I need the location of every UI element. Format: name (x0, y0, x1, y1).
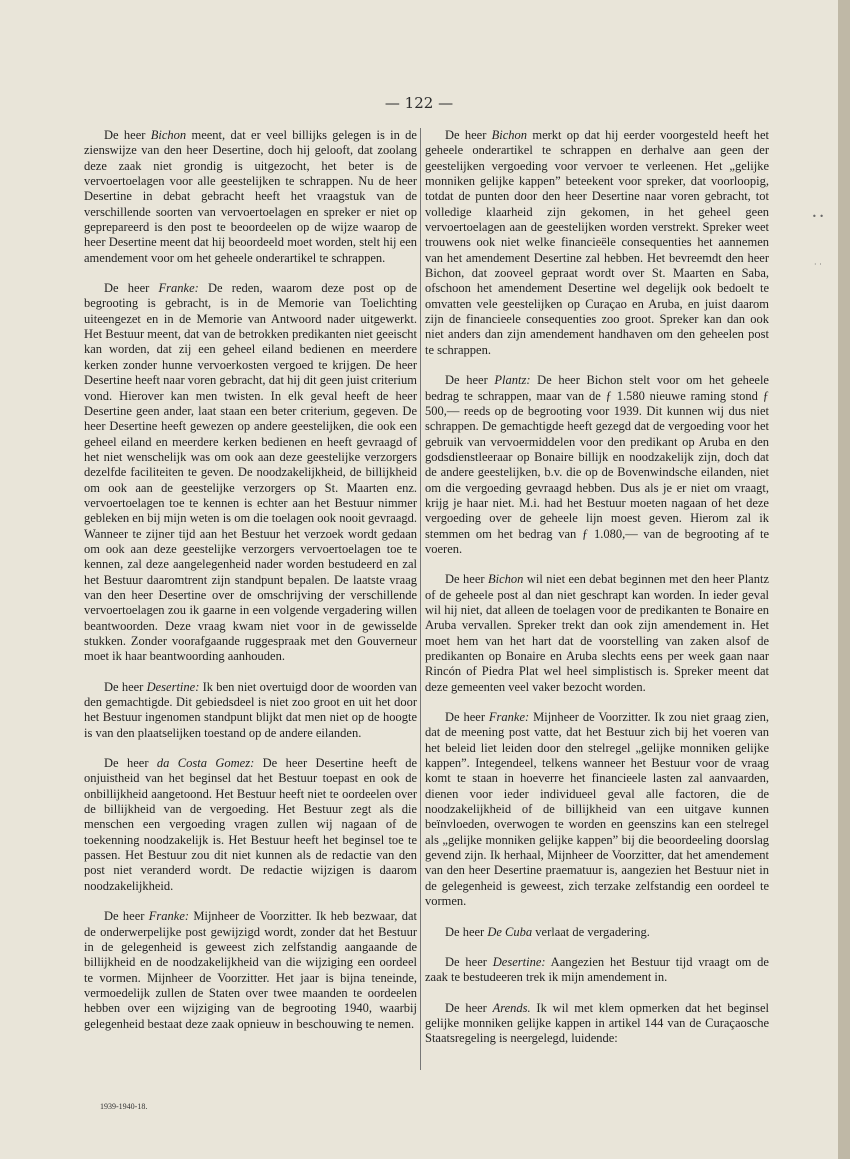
speaker-name: Bichon (150, 128, 187, 142)
speaker-name: Plantz: (494, 373, 531, 388)
paragraph: De heer Desertine: Aangezien het Bestuur tijd vraagt om de zaak te bestudeeren trek ik mijn amendement in. (425, 954, 769, 985)
paragraph: De heer Bichon merkt op dat hij eerder voorgesteld heeft het geheele onderartikel te schrappen en derhalve aan geen der geestelijken vergoeding voor vervoer te verleenen. Het „gelijke monniken gelijke kappen” beteekent voor spreker, dat voorloopig, totdat de punten door den heer Desertine naar voren gebracht, tot volledige klaarheid zijn gekomen, in het geheel geen vervoertoelagen aan de geestelijken worden verstrekt. Spreker weet trouwens ook niet welke financieële consequenties het aannemen van het amendement Desertine zal hebben. Het bevreemdt den heer Bichon, dat zooveel gepraat wordt over St. Maarten en Saba, ofschoon het amendement Desertine wel degelijk ook bedoelt te omvatten vele geestelijken op Curaçao en Aruba, en juist daarom zijn de financieele consequenties zoo groot. Spreker kan dan ook niet anders dan zijn amendement handhaven om den geheelen post te schrappen. (425, 128, 769, 357)
paragraph: De heer Arends. Ik wil met klem opmerken dat het beginsel gelijke monniken gelijke kappen in artikel 144 van de Curaçaosche Staatsregeling is neergelegd, luidende: (425, 1000, 769, 1046)
paragraph: De heer Desertine: Ik ben niet overtuigd door de woorden van den gemachtigde. Dit gebiedsdeel is niet zoo groot en uit het door het Bestuur ingenomen standpunt blijkt dat men niet op de hoogte is van den plaatselijken toestand op de andere eilanden. (84, 679, 417, 740)
paragraph: De heer Bichon wil niet een debat beginnen met den heer Plantz of de geheele post al dan niet geschrapt kan worden. In ieder geval wil hij niet, dat alleen de toelagen voor de predikanten te Bonaire en Aruba vervallen. Spreker trekt dan ook zijn amendement in. Het moet hem van het hart dat de voorstelling van zaken alsof de predikanten op Bonaire en Aruba slechts eens per week gaan naar Rincón of Piedra Plat wel heel simplistisch is. Spreker meent dat deze gemeenten veel vaker bezocht worden. (425, 572, 769, 694)
speaker-name: Franke: (158, 281, 199, 296)
left-column (84, 128, 417, 1047)
speaker-name: Bichon (491, 128, 528, 142)
speaker-name: Desertine: (146, 679, 200, 694)
scan-speck: · · (814, 260, 822, 269)
paragraph: De heer Franke: Mijnheer de Voorzitter. Ik zou niet graag zien, dat de meening post vatte, dat het Bestuur zich bij het voeren van het beleid liet leiden door den stelregel „gelijke monniken gelijke kappen”. Integendeel, telkens wanneer het Bestuur voor de vraag komt te staan in hoeverre het financieele lasten zal aanvaarden, dienen voor ieder individueel geval alle factoren, die de noodzakelijkheid of de billijkheid van een uitgave kunnen beïnvloeden, overwogen te worden en geenszins kan een stelregel als „gelijke monniken gelijke kappen” bij die beoordeeling doorslag gevend zijn. Ik herhaal, Mijnheer de Voorzitter, dat het amendement van den heer Desertine praematuur is, aangezien het Bestuur niet in de gelegenheid is geweest, zich terzake zelfstandig een oordeel te vormen. (425, 710, 769, 909)
right-column (425, 128, 769, 1062)
paragraph: De heer Franke: Mijnheer de Voorzitter. Ik heb bezwaar, dat de onderwerpelijke post gewijzigd wordt, zonder dat het Bestuur in de gelegenheid is geweest zich zelfstandig aangaande de billijkheid en de noodzakelijkheid van die wijziging een oordeel te vormen. Mijnheer de Voorzitter. Het jaar is bijna teneinde, vermoedelijk zullen de Staten over twee maanden te oordeelen hebben over een wijziging van de begrooting 1940, waarbij gelegenheid bestaat deze zaak opnieuw in beschouwing te nemen. (84, 909, 417, 1031)
page-edge (838, 0, 850, 1159)
speaker-name: De Cuba (487, 924, 533, 939)
paragraph: De heer Bichon meent, dat er veel billijks gelegen is in de zienswijze van den heer Desertine, doch hij gelooft, dat zoolang deze zaak niet grondig is uitgezocht, het beter is de vervoertoelagen voor alle geestelijken te schrappen. Nu de heer Desertine in debat gebracht heeft het vraagstuk van de verschillende soorten van vervoertoelagen en spreker er niet op geprepareerd is den post te beoordeelen op de wijze waarop de heer Desertine meent dat hij beoordeeld moet worden, stelt hij een amendement voor om het geheele onderartikel te schrappen. (84, 128, 417, 265)
scan-speck: • • (812, 212, 824, 221)
speaker-name: da Costa Gomez: (156, 756, 255, 771)
speaker-name: Arends. (492, 1000, 531, 1015)
column-divider (420, 128, 421, 1070)
paragraph: De heer De Cuba verlaat de vergadering. (445, 924, 650, 939)
footer-code: 1939-1940-18. (100, 1102, 148, 1111)
paragraph: De heer Plantz: De heer Bichon stelt voor om het geheele bedrag te schrappen, maar van de ƒ 1.580 nieuwe raming stond ƒ 500,— reeds op de begrooting voor 1939. Dit kunnen wij dus niet schrappen. De gemachtigde heeft gezegd dat de vergoeding voor het gebruik van vervoermiddelen voor den predikant op Aruba en den godsdienstleeraar op Bonaire billijk en noodzakelijk zijn, doch dat de andere geestelijken, b.v. die op de Bovenwindsche eilanden, niet om die vergoeding gevraagd hebben. Dus als je er niet om vraagt, krijg je haar niet. M.i. had het Bestuur moeten nagaan of het deze vergoeding over de geheele lijn moest geven. Hierom zal ik stemmen om het bedrag van ƒ 1.080,— van de begrooting af te voeren. (425, 373, 769, 556)
paragraph: De heer Franke: De reden, waarom deze post op de begrooting is gebracht, is in de Memorie van Toelichting uiteengezet en in de Memorie van Antwoord nader uitgewerkt. Het Bestuur meent, dat van de betrokken predikanten niet geeischt kan worden, dat zij een geheel eiland bedienen en meerdere kerken zonder hunne vervoerkosten vergoed te krijgen. De heer Desertine heeft naar voren gebracht, dat hij dit geen juist criterium vond. Hierover kan men twisten. In elk geval heeft de heer Desertine geen ander, laat staan een beter criterium, gegeven. De heer Desertine heeft gewezen op andere geestelijken, die ook een geheel eiland en meerdere kerken bedienen en heeft gevraagd of het niet wenschelijk was om ook aan deze geestelijke verzorgers dezelfde faciliteiten te geven. De noodzakelijkheid, de billijkheid om ook aan de geestelijke verzorgers op St. Maarten enz. vervoertoelagen toe te kennen is echter aan het Bestuur nimmer gebleken en bij mijn weten is om die toelagen ook nooit gevraagd. Wanneer te zijner tijd aan het Bestuur het verzoek wordt gedaan om ook aan deze geestelijke verzorgers vervoertoelagen toe te kennen, zal deze aangelegenheid nader worden bestudeerd en zal het Bestuur daaromtrent zijn standpunt bepalen. De laatste vraag van den heer Desertine over de omschrijving der verschillende vervoertoelagen zou ik gaarne in een volgende vergadering willen beantwoorden. Deze vraag kwam niet voor in de gewisselde stukken. Zonder voorafgaande ruggespraak met den Gouverneur moet ik haar beantwoording aanhouden. (84, 281, 417, 664)
speaker-name: Bichon (488, 572, 524, 587)
speaker-name: Franke: (148, 909, 190, 924)
speaker-name: Desertine: (492, 954, 546, 969)
page-number: — 122 — (384, 94, 454, 112)
paragraph: De heer da Costa Gomez: De heer Desertine heeft de onjuistheid van het beginsel dat het Bestuur toepast en ook de onbillijkheid aangetoond. Het Bestuur heeft niet te oordeelen over de billijkheid van de vergoeding. Het Bestuur zegt als die menschen een vergoeding vragen zullen wij nagaan of de toekenning noodzakelijk is. Het Bestuur heeft het beginsel toe te passen. Het Bestuur zou dit niet kunnen als de redactie van den post niet veranderd wordt. De redactie wijzigen is daarom noodzakelijkheid. (84, 756, 417, 893)
speaker-name: Franke: (488, 710, 530, 725)
